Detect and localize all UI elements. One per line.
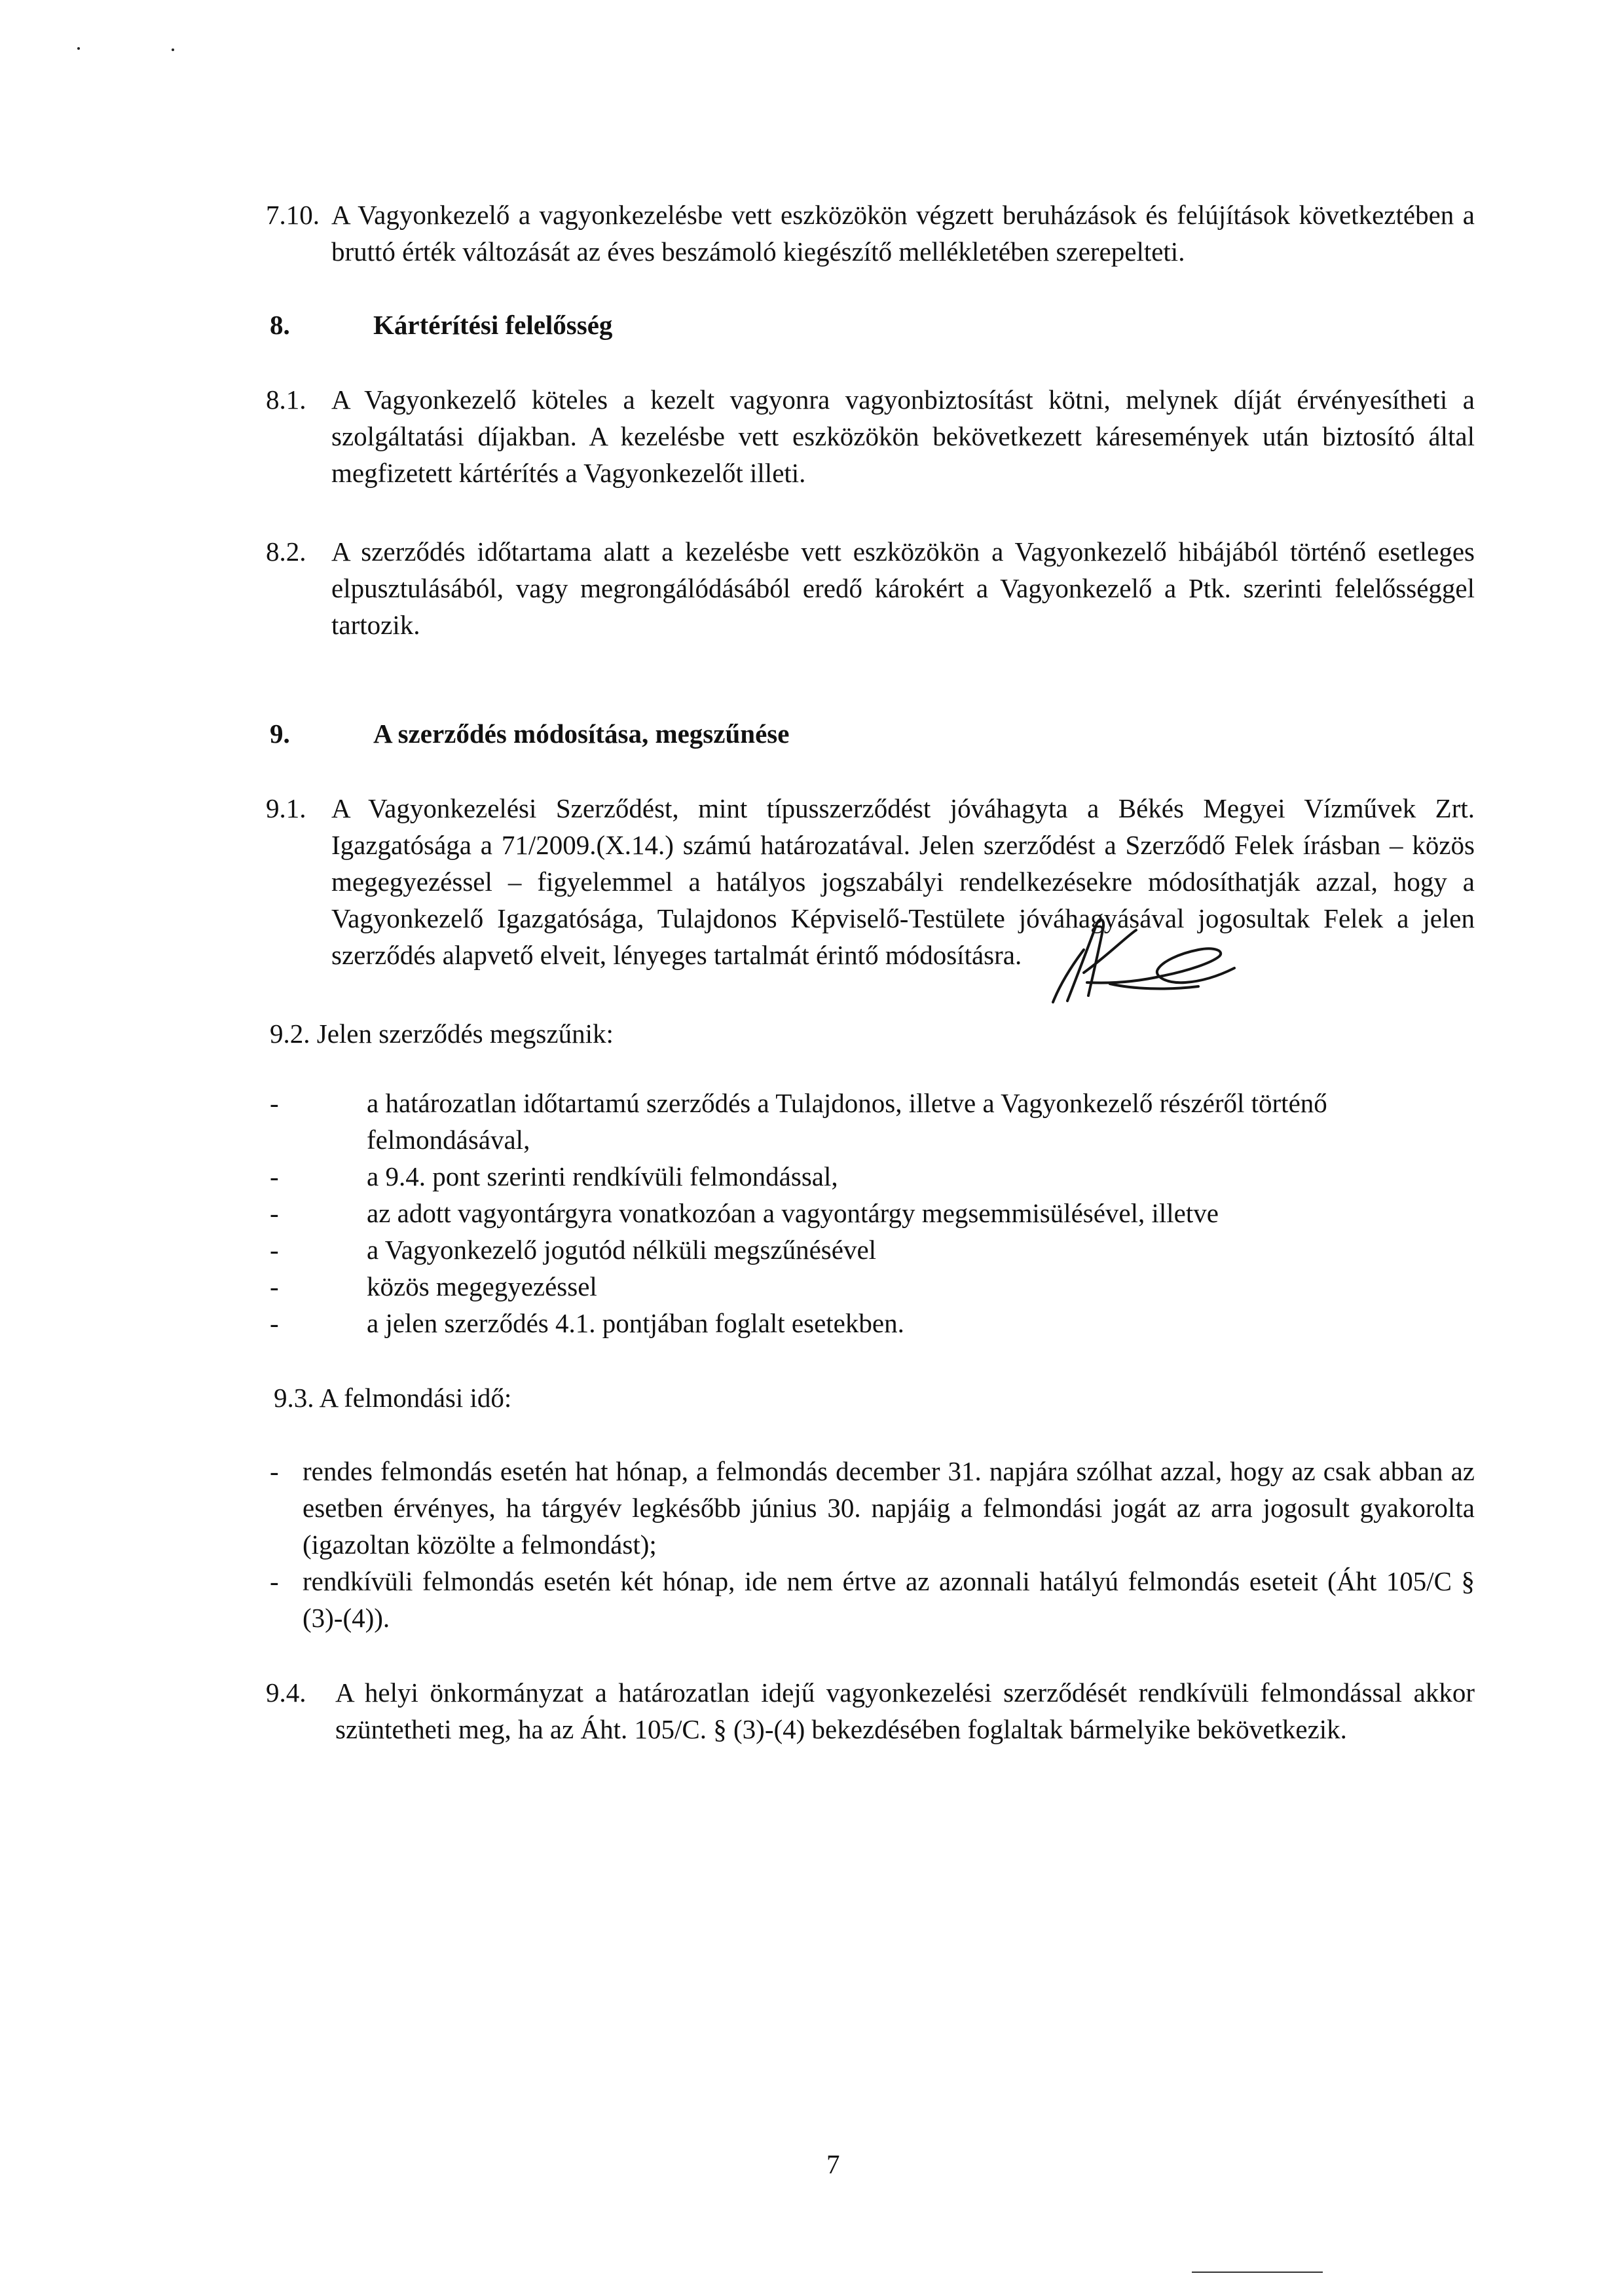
section-text: A Vagyonkezelő a vagyonkezelésbe vett eszközökön végzett beruházások és felújítások következtében a bruttó érték változását az éves beszámoló kiegészítő mellékletében szerepelteti. <box>331 200 1475 267</box>
heading-number: 9. <box>270 719 290 749</box>
list-item-text: a jelen szerződés 4.1. pontjában foglalt esetekben. <box>367 1308 904 1338</box>
dash-bullet: - <box>270 1235 279 1265</box>
list-item <box>270 1268 1475 1305</box>
dash-bullet: - <box>270 1271 279 1301</box>
list-item <box>270 1453 1475 1563</box>
dash-bullet: - <box>270 1198 279 1228</box>
handwritten-signature <box>1048 910 1244 1009</box>
list-item <box>270 1158 1475 1195</box>
list-item <box>270 1195 1475 1231</box>
list-item <box>270 1563 1475 1636</box>
termination-list <box>270 1085 1475 1341</box>
list-item-text: a Vagyonkezelő jogutód nélküli megszűnésével <box>367 1235 877 1265</box>
scan-edge-line <box>1192 2272 1323 2273</box>
dash-bullet: - <box>270 1088 279 1118</box>
list-item <box>270 1305 1475 1341</box>
list-item-text: a 9.4. pont szerinti rendkívüli felmondással, <box>367 1161 838 1191</box>
section-text: A Vagyonkezelő köteles a kezelt vagyonra vagyonbiztosítást kötni, melynek díját érvényesítheti a szolgáltatási díjakban. A kezelésbe vett eszközökön bekövetkezett káresemények után biztosító által megfizetett kártérítés a Vagyonkezelőt illeti. <box>331 384 1475 488</box>
notice-period-list <box>270 1453 1475 1636</box>
section-number: 8.2. <box>266 536 306 567</box>
section-intro: 9.2. Jelen szerződés megszűnik: <box>270 1019 614 1049</box>
list-item <box>270 1085 1475 1158</box>
section-8-1 <box>266 381 1475 491</box>
heading-9 <box>270 715 1475 752</box>
section-9-1 <box>266 790 1475 973</box>
dash-bullet: - <box>270 1161 279 1191</box>
list-item-text: közös megegyezéssel <box>367 1271 597 1301</box>
heading-number: 8. <box>270 310 290 340</box>
section-9-2 <box>270 1015 1475 1341</box>
section-9-3 <box>270 1379 1475 1636</box>
heading-title: Kártérítési felelősség <box>373 310 613 340</box>
dash-bullet: - <box>270 1308 279 1338</box>
section-number: 8.1. <box>266 384 306 415</box>
list-item-text: rendes felmondás esetén hat hónap, a felmondás december 31. napjára szólhat azzal, hogy az csak abban az esetben érvényes, ha tárgyév legkésőbb június 30. napjáig a felmondási jogát az arra jogosult gyakorolta (igazoltan közölte a felmondást); <box>303 1456 1475 1560</box>
heading-title: A szerződés módosítása, megszűnése <box>373 719 790 749</box>
section-number: 9.4. <box>266 1677 306 1708</box>
page-number: 7 <box>826 2149 840 2179</box>
heading-8 <box>270 307 1475 343</box>
list-item-text: a határozatlan időtartamú szerződés a Tulajdonos, illetve a Vagyonkezelő részéről történő felmondásával, <box>367 1088 1327 1155</box>
section-8-2 <box>266 533 1475 643</box>
section-number: 9.1. <box>266 793 306 823</box>
section-text: A Vagyonkezelési Szerződést, mint típusszerződést jóváhagyta a Békés Megyei Vízművek Zrt. Igazgatósága a 71/2009.(X.14.) számú határozatával. Jelen szerződést a Szerződő Felek írásban – közös megegyezéssel – figyelemmel a hatályos jogszabályi rendelkezésekre módosíthatják azzal, hogy a Vagyonkezelő Igazgatósága, Tulajdonos Képviselő-Testülete jóváhagyásával jogosultak Felek a jelen szerződés alapvető elveit, lényeges tartalmát érintő módosításra. <box>331 793 1475 970</box>
list-item-text: az adott vagyontárgyra vonatkozóan a vagyontárgy megsemmisülésével, illetve <box>367 1198 1219 1228</box>
section-number: 7.10. <box>266 200 320 230</box>
section-intro: 9.3. A felmondási idő: <box>274 1383 512 1413</box>
dash-bullet: - <box>270 1456 279 1486</box>
scan-speck <box>77 47 80 50</box>
section-9-4 <box>266 1674 1475 1748</box>
document-body <box>266 196 1475 1748</box>
scan-speck <box>172 48 174 51</box>
section-text: A helyi önkormányzat a határozatlan idejű vagyonkezelési szerződését rendkívüli felmondással akkor szüntetheti meg, ha az Áht. 105/C. § (3)-(4) bekezdésében foglaltak bármelyike bekövetkezik. <box>335 1677 1475 1744</box>
list-item-text: rendkívüli felmondás esetén két hónap, ide nem értve az azonnali hatályú felmondás eseteit (Áht 105/C § (3)-(4)). <box>303 1566 1475 1633</box>
section-7-10 <box>266 196 1475 270</box>
section-text: A szerződés időtartama alatt a kezelésbe vett eszközökön a Vagyonkezelő hibájából történő esetleges elpusztulásából, vagy megrongálódásából eredő károkért a Vagyonkezelő a Ptk. szerinti felelősséggel tartozik. <box>331 536 1475 640</box>
list-item <box>270 1231 1475 1268</box>
dash-bullet: - <box>270 1566 279 1596</box>
